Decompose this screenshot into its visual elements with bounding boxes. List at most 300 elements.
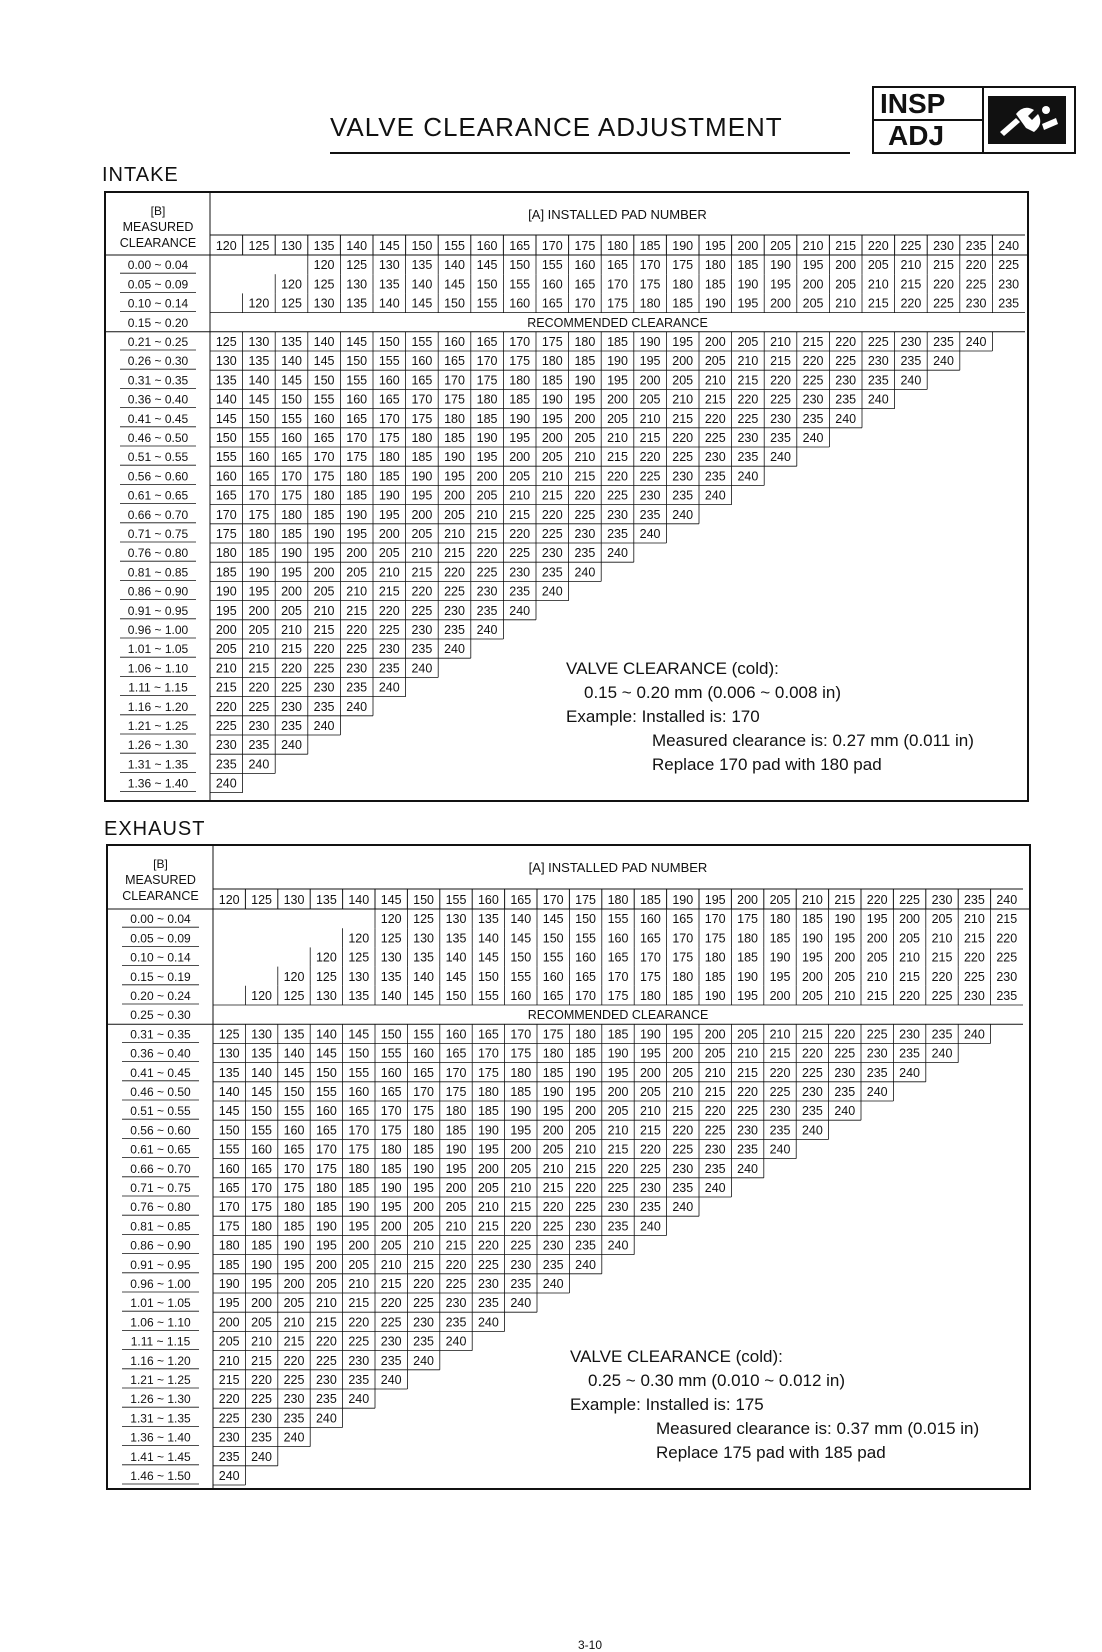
replacement-pad-cell: 160 — [639, 912, 661, 927]
pad-number-header: 175 — [574, 239, 596, 253]
replacement-pad-cell: 180 — [348, 1161, 370, 1176]
replacement-pad-cell: 210 — [251, 1334, 273, 1349]
replacement-pad-cell: 215 — [867, 296, 889, 311]
replacement-pad-cell: 135 — [378, 277, 400, 292]
replacement-pad-cell: 220 — [769, 1065, 791, 1080]
replacement-pad-cell: 160 — [444, 335, 465, 349]
replacement-pad-cell: 135 — [413, 950, 435, 965]
replacement-pad-cell: 215 — [639, 1123, 661, 1138]
replacement-pad-cell: 195 — [737, 296, 759, 311]
replacement-pad-cell: 235 — [770, 431, 791, 445]
replacement-pad-cell: 240 — [672, 1200, 694, 1215]
replacement-pad-cell: 185 — [346, 488, 368, 503]
replacement-pad-cell: 120 — [313, 258, 335, 273]
replacement-pad-cell: 125 — [413, 912, 435, 927]
replacement-pad-cell: 210 — [899, 950, 921, 965]
replacement-pad-cell: 205 — [834, 969, 856, 984]
replacement-pad-cell: 155 — [281, 411, 302, 426]
replacement-pad-cell: 225 — [965, 277, 987, 292]
replacement-pad-cell: 195 — [380, 1200, 402, 1215]
replacement-pad-cell: 165 — [542, 989, 564, 1003]
replacement-pad-cell: 125 — [218, 1027, 240, 1042]
replacement-pad-cell: 230 — [444, 603, 465, 618]
replacement-pad-cell: 200 — [510, 1142, 532, 1157]
clearance-range-label: 0.61 ~ 0.65 — [127, 488, 189, 503]
replacement-pad-cell: 185 — [672, 296, 694, 311]
replacement-pad-cell: 185 — [215, 565, 237, 580]
replacement-pad-cell: 170 — [218, 1200, 240, 1215]
replacement-pad-cell: 160 — [348, 1085, 370, 1099]
replacement-pad-cell: 230 — [866, 1046, 888, 1061]
replacement-pad-cell: 240 — [672, 507, 694, 522]
replacement-pad-cell: 240 — [378, 680, 400, 695]
pad-number-header: 215 — [835, 239, 857, 253]
pad-number-header: 185 — [639, 239, 661, 253]
replacement-pad-cell: 230 — [283, 1392, 305, 1407]
replacement-pad-cell: 205 — [835, 277, 857, 292]
replacement-pad-cell: 230 — [834, 1065, 856, 1080]
replacement-pad-cell: 220 — [251, 1373, 273, 1387]
replacement-pad-cell: 185 — [737, 950, 759, 965]
replacement-pad-cell: 230 — [899, 1027, 921, 1042]
replacement-pad-cell: 230 — [380, 1334, 402, 1349]
replacement-pad-cell: 230 — [998, 277, 1020, 292]
pad-number-header: 225 — [900, 239, 922, 253]
replacement-pad-cell: 155 — [283, 1104, 305, 1119]
replacement-pad-cell: 180 — [704, 950, 726, 965]
replacement-pad-cell: 205 — [866, 950, 888, 965]
replacement-pad-cell: 235 — [933, 335, 954, 349]
replacement-pad-cell: 225 — [542, 1219, 564, 1234]
pad-number-header: 170 — [541, 239, 563, 253]
replacement-pad-cell: 210 — [866, 969, 888, 984]
replacement-pad-cell: 240 — [509, 603, 531, 618]
replacement-pad-cell: 205 — [672, 373, 694, 388]
replacement-pad-cell: 230 — [607, 507, 628, 522]
replacement-pad-cell: 225 — [575, 1200, 597, 1215]
replacement-pad-cell: 170 — [639, 950, 661, 965]
replacement-pad-cell: 215 — [510, 1200, 532, 1215]
replacement-pad-cell: 200 — [802, 277, 824, 292]
replacement-pad-cell: 225 — [866, 1027, 888, 1042]
replacement-pad-cell: 200 — [574, 411, 596, 426]
replacement-pad-cell: 160 — [510, 989, 532, 1003]
replacement-pad-cell: 180 — [575, 1027, 597, 1042]
replacement-pad-cell: 165 — [218, 1181, 240, 1195]
replacement-pad-cell: 140 — [215, 392, 237, 407]
replacement-pad-cell: 215 — [380, 1277, 402, 1291]
replacement-pad-cell: 140 — [510, 912, 532, 927]
replacement-pad-cell: 150 — [346, 354, 368, 369]
replacement-pad-cell: 200 — [218, 1315, 240, 1330]
replacement-pad-cell: 220 — [737, 392, 759, 407]
replacement-pad-cell: 195 — [251, 1277, 273, 1291]
replacement-pad-cell: 175 — [672, 950, 694, 965]
replacement-pad-cell: 165 — [476, 335, 498, 349]
replacement-pad-cell: 145 — [283, 1065, 305, 1080]
replacement-pad-cell: 195 — [737, 989, 759, 1003]
replacement-pad-cell: 150 — [348, 1046, 370, 1061]
replacement-pad-cell: 205 — [802, 296, 824, 311]
replacement-pad-cell: 175 — [444, 392, 465, 407]
pad-number-header: 165 — [509, 239, 531, 253]
replacement-pad-cell: 230 — [770, 411, 791, 426]
replacement-pad-cell: 135 — [281, 335, 302, 349]
replacement-pad-cell: 240 — [965, 335, 987, 349]
replacement-pad-cell: 240 — [281, 738, 302, 753]
intake-note-measured: Measured clearance is: 0.27 mm (0.011 in) — [652, 731, 974, 750]
pad-number-header: 195 — [704, 893, 726, 907]
replacement-pad-cell: 195 — [444, 469, 465, 484]
replacement-pad-cell: 240 — [899, 1065, 921, 1080]
replacement-pad-cell: 180 — [251, 1219, 273, 1234]
replacement-pad-cell: 185 — [380, 1161, 402, 1176]
replacement-pad-cell: 190 — [639, 1027, 661, 1042]
replacement-pad-cell: 160 — [215, 469, 237, 484]
replacement-pad-cell: 205 — [672, 1065, 694, 1080]
replacement-pad-cell: 140 — [251, 1065, 273, 1080]
replacement-pad-cell: 175 — [607, 296, 628, 311]
replacement-pad-cell: 185 — [704, 969, 726, 984]
replacement-pad-cell: 185 — [672, 989, 694, 1003]
replacement-pad-cell: 220 — [802, 354, 824, 369]
replacement-pad-cell: 170 — [445, 1065, 467, 1080]
replacement-pad-cell: 200 — [607, 392, 628, 407]
replacement-pad-cell: 235 — [996, 989, 1018, 1003]
replacement-pad-cell: 220 — [215, 699, 237, 714]
replacement-pad-cell: 210 — [541, 469, 563, 484]
pad-number-header: 130 — [281, 239, 302, 253]
replacement-pad-cell: 145 — [346, 335, 368, 349]
replacement-pad-cell: 225 — [639, 469, 661, 484]
replacement-pad-cell: 120 — [281, 277, 302, 292]
replacement-pad-cell: 210 — [607, 1123, 629, 1138]
replacement-pad-cell: 155 — [313, 392, 335, 407]
pad-number-header: 240 — [998, 239, 1020, 253]
replacement-pad-cell: 230 — [510, 1257, 532, 1272]
replacement-pad-cell: 200 — [672, 354, 694, 369]
replacement-pad-cell: 185 — [445, 1123, 467, 1138]
replacement-pad-cell: 175 — [639, 277, 661, 292]
replacement-pad-cell: 210 — [574, 450, 596, 465]
replacement-pad-cell: 205 — [639, 1085, 661, 1099]
clearance-header: CLEARANCE — [119, 236, 197, 250]
replacement-pad-cell: 155 — [476, 296, 498, 311]
replacement-pad-cell: 185 — [574, 354, 596, 369]
replacement-pad-cell: 225 — [346, 642, 368, 657]
clearance-range-label: 1.31 ~ 1.35 — [127, 757, 189, 772]
replacement-pad-cell: 145 — [315, 1046, 337, 1061]
replacement-pad-cell: 200 — [283, 1277, 305, 1291]
replacement-pad-cell: 165 — [445, 1046, 467, 1061]
replacement-pad-cell: 175 — [380, 1123, 402, 1138]
replacement-pad-cell: 180 — [476, 392, 498, 407]
replacement-pad-cell: 230 — [348, 1353, 370, 1368]
replacement-pad-cell: 240 — [639, 527, 661, 541]
replacement-pad-cell: 155 — [251, 1123, 273, 1138]
replacement-pad-cell: 190 — [313, 527, 335, 541]
replacement-pad-cell: 145 — [218, 1104, 240, 1119]
replacement-pad-cell: 225 — [672, 1142, 694, 1157]
replacement-pad-cell: 155 — [509, 277, 531, 292]
replacement-pad-cell: 220 — [444, 565, 465, 580]
replacement-pad-cell: 195 — [639, 1046, 661, 1061]
replacement-pad-cell: 205 — [283, 1296, 305, 1311]
replacement-pad-cell: 195 — [509, 431, 531, 445]
replacement-pad-cell: 235 — [899, 1046, 921, 1061]
replacement-pad-cell: 240 — [411, 661, 433, 676]
replacement-pad-cell: 240 — [835, 411, 857, 426]
replacement-pad-cell: 210 — [346, 584, 368, 599]
replacement-pad-cell: 155 — [218, 1142, 240, 1157]
replacement-pad-cell: 200 — [281, 584, 302, 599]
replacement-pad-cell: 205 — [380, 1238, 402, 1253]
replacement-pad-cell: 240 — [737, 469, 759, 484]
replacement-pad-cell: 135 — [346, 296, 368, 311]
replacement-pad-cell: 210 — [672, 392, 694, 407]
replacement-pad-cell: 205 — [248, 623, 270, 637]
replacement-pad-cell: 175 — [411, 411, 433, 426]
replacement-pad-cell: 140 — [477, 931, 499, 946]
replacement-pad-cell: 195 — [769, 969, 791, 984]
replacement-pad-cell: 240 — [218, 1469, 240, 1483]
replacement-pad-cell: 210 — [413, 1238, 435, 1253]
pad-number-header: 140 — [348, 893, 370, 907]
replacement-pad-cell: 130 — [251, 1027, 273, 1042]
replacement-pad-cell: 225 — [218, 1411, 240, 1426]
replacement-pad-cell: 235 — [315, 1392, 337, 1407]
replacement-pad-cell: 190 — [283, 1238, 305, 1253]
replacement-pad-cell: 140 — [248, 373, 270, 388]
replacement-pad-cell: 170 — [672, 931, 694, 946]
replacement-pad-cell: 170 — [477, 1046, 499, 1061]
replacement-pad-cell: 225 — [867, 335, 889, 349]
pad-number-header: 210 — [802, 239, 824, 253]
replacement-pad-cell: 240 — [867, 392, 889, 407]
replacement-pad-cell: 140 — [283, 1046, 305, 1061]
replacement-pad-cell: 230 — [737, 1123, 759, 1138]
replacement-pad-cell: 235 — [380, 1353, 402, 1368]
replacement-pad-cell: 240 — [704, 488, 726, 503]
replacement-pad-cell: 165 — [672, 912, 694, 927]
replacement-pad-cell: 220 — [672, 1123, 694, 1138]
measured-header: MEASURED — [122, 220, 194, 234]
replacement-pad-cell: 165 — [411, 373, 433, 388]
pad-number-header: 210 — [801, 893, 823, 907]
replacement-pad-cell: 160 — [413, 1046, 435, 1061]
replacement-pad-cell: 160 — [575, 950, 597, 965]
replacement-pad-cell: 220 — [607, 469, 628, 484]
clearance-range-label: 1.41 ~ 1.45 — [130, 1449, 191, 1464]
replacement-pad-cell: 235 — [672, 488, 694, 503]
replacement-pad-cell: 175 — [413, 1104, 435, 1119]
replacement-pad-cell: 190 — [281, 546, 302, 561]
pad-number-header: 160 — [476, 239, 498, 253]
replacement-pad-cell: 210 — [444, 527, 465, 541]
replacement-pad-cell: 215 — [411, 565, 433, 580]
replacement-pad-cell: 190 — [444, 450, 465, 465]
clearance-range-label: 1.11 ~ 1.15 — [130, 1334, 191, 1349]
replacement-pad-cell: 220 — [933, 277, 954, 292]
replacement-pad-cell: 210 — [639, 411, 661, 426]
replacement-pad-cell: 240 — [802, 431, 824, 445]
replacement-pad-cell: 210 — [378, 565, 400, 580]
replacement-pad-cell: 240 — [575, 1257, 597, 1272]
replacement-pad-cell: 215 — [445, 1238, 467, 1253]
replacement-pad-cell: 235 — [834, 1085, 856, 1099]
replacement-pad-cell: 180 — [411, 431, 433, 445]
replacement-pad-cell: 155 — [607, 912, 629, 927]
replacement-pad-cell: 155 — [348, 1065, 370, 1080]
replacement-pad-cell: 230 — [963, 989, 985, 1003]
replacement-pad-cell: 125 — [380, 931, 402, 946]
pad-number-header: 155 — [445, 893, 467, 907]
clearance-range-label: 0.05 ~ 0.09 — [130, 931, 191, 946]
replacement-pad-cell: 215 — [215, 680, 237, 695]
title-underline — [330, 152, 850, 154]
replacement-pad-cell: 195 — [283, 1257, 305, 1272]
replacement-pad-cell: 195 — [348, 1219, 370, 1234]
clearance-range-label: 0.91 ~ 0.95 — [130, 1257, 191, 1272]
replacement-pad-cell: 205 — [931, 912, 953, 927]
pad-number-header: 125 — [251, 893, 273, 907]
replacement-pad-cell: 215 — [704, 392, 726, 407]
replacement-pad-cell: 195 — [346, 527, 368, 541]
replacement-pad-cell: 205 — [801, 989, 823, 1003]
replacement-pad-cell: 180 — [346, 469, 368, 484]
replacement-pad-cell: 155 — [541, 258, 563, 273]
clearance-range-label: 1.31 ~ 1.35 — [130, 1411, 191, 1426]
replacement-pad-cell: 200 — [639, 1065, 661, 1080]
replacement-pad-cell: 155 — [542, 950, 564, 965]
replacement-pad-cell: 175 — [509, 354, 531, 369]
replacement-pad-cell: 215 — [283, 1334, 305, 1349]
replacement-pad-cell: 205 — [509, 469, 531, 484]
replacement-pad-cell: 205 — [737, 1027, 759, 1042]
replacement-pad-cell: 200 — [769, 989, 791, 1003]
replacement-pad-cell: 175 — [348, 1142, 370, 1157]
replacement-pad-cell: 165 — [607, 258, 628, 273]
replacement-pad-cell: 185 — [413, 1142, 435, 1157]
replacement-pad-cell: 165 — [444, 354, 465, 369]
replacement-pad-cell: 225 — [348, 1334, 370, 1349]
replacement-pad-cell: 190 — [574, 373, 596, 388]
replacement-pad-cell: 200 — [413, 1200, 435, 1215]
replacement-pad-cell: 225 — [834, 1046, 856, 1061]
replacement-pad-cell: 170 — [215, 507, 237, 522]
replacement-pad-cell: 220 — [801, 1046, 823, 1061]
recommended-clearance-label: RECOMMENDED CLEARANCE — [527, 1008, 709, 1023]
replacement-pad-cell: 215 — [251, 1353, 273, 1368]
replacement-pad-cell: 185 — [313, 507, 335, 522]
replacement-pad-cell: 175 — [737, 912, 759, 927]
replacement-pad-cell: 190 — [315, 1219, 337, 1234]
replacement-pad-cell: 170 — [413, 1085, 435, 1099]
replacement-pad-cell: 240 — [215, 776, 237, 791]
replacement-pad-cell: 175 — [639, 969, 661, 984]
replacement-pad-cell: 180 — [413, 1123, 435, 1138]
replacement-pad-cell: 165 — [380, 1085, 402, 1099]
replacement-pad-cell: 210 — [348, 1277, 370, 1291]
replacement-pad-cell: 200 — [704, 335, 726, 349]
replacement-pad-cell: 215 — [313, 623, 335, 637]
replacement-pad-cell: 230 — [801, 1085, 823, 1099]
replacement-pad-cell: 220 — [445, 1257, 467, 1272]
replacement-pad-cell: 150 — [445, 989, 467, 1003]
replacement-pad-cell: 220 — [477, 1238, 499, 1253]
replacement-pad-cell: 150 — [315, 1065, 337, 1080]
replacement-pad-cell: 155 — [575, 931, 597, 946]
exhaust-note-example: Example: Installed is: 175 — [570, 1395, 764, 1414]
replacement-pad-cell: 150 — [283, 1085, 305, 1099]
pad-number-header: 135 — [315, 893, 337, 907]
pad-number-header: 140 — [346, 239, 368, 253]
replacement-pad-cell: 155 — [378, 354, 400, 369]
replacement-pad-cell: 195 — [378, 507, 400, 522]
replacement-pad-cell: 230 — [313, 680, 335, 695]
clearance-range-label: 1.36 ~ 1.40 — [130, 1430, 191, 1445]
replacement-pad-cell: 135 — [348, 989, 370, 1003]
replacement-pad-cell: 220 — [639, 450, 661, 465]
replacement-pad-cell: 185 — [510, 1085, 532, 1099]
replacement-pad-cell: 130 — [218, 1046, 240, 1061]
replacement-pad-cell: 210 — [248, 642, 270, 657]
replacement-pad-cell: 170 — [248, 488, 270, 503]
replacement-pad-cell: 155 — [477, 989, 499, 1003]
replacement-pad-cell: 230 — [215, 738, 237, 753]
clearance-range-label: 0.96 ~ 1.00 — [130, 1277, 191, 1291]
replacement-pad-cell: 175 — [607, 989, 629, 1003]
replacement-pad-cell: 200 — [215, 623, 237, 637]
replacement-pad-cell: 205 — [251, 1315, 273, 1330]
clearance-range-label: 0.71 ~ 0.75 — [127, 527, 189, 541]
replacement-pad-cell: 190 — [510, 1104, 532, 1119]
clearance-range-label: 0.05 ~ 0.09 — [127, 277, 189, 292]
replacement-pad-cell: 205 — [737, 335, 759, 349]
replacement-pad-cell: 170 — [574, 296, 596, 311]
replacement-pad-cell: 190 — [801, 931, 823, 946]
replacement-pad-cell: 160 — [542, 969, 564, 984]
replacement-pad-cell: 200 — [380, 1219, 402, 1234]
replacement-pad-cell: 175 — [346, 450, 368, 465]
replacement-pad-cell: 195 — [801, 950, 823, 965]
replacement-pad-cell: 235 — [215, 757, 237, 772]
measured-header: MEASURED — [125, 873, 196, 887]
replacement-pad-cell: 205 — [867, 258, 889, 273]
replacement-pad-cell: 130 — [315, 989, 337, 1003]
replacement-pad-cell: 195 — [541, 411, 563, 426]
installed-pad-number-header: [A] INSTALLED PAD NUMBER — [528, 207, 707, 222]
pad-number-header: 120 — [215, 239, 237, 253]
replacement-pad-cell: 185 — [251, 1238, 273, 1253]
replacement-pad-cell: 220 — [248, 680, 270, 695]
replacement-pad-cell: 235 — [378, 661, 400, 676]
replacement-pad-cell: 205 — [704, 1046, 726, 1061]
clearance-range-label: 0.76 ~ 0.80 — [127, 546, 189, 561]
replacement-pad-cell: 225 — [313, 661, 335, 676]
intake-note-range: 0.15 ~ 0.20 mm (0.006 ~ 0.008 in) — [584, 683, 842, 702]
replacement-pad-cell: 145 — [281, 373, 302, 388]
replacement-pad-cell: 210 — [769, 1027, 791, 1042]
replacement-pad-cell: 150 — [281, 392, 302, 407]
intake-note-replace: Replace 170 pad with 180 pad — [652, 755, 882, 774]
replacement-pad-cell: 145 — [476, 258, 498, 273]
replacement-pad-cell: 230 — [476, 584, 498, 599]
replacement-pad-cell: 210 — [704, 1065, 726, 1080]
replacement-pad-cell: 195 — [248, 584, 270, 599]
replacement-pad-cell: 225 — [639, 1161, 661, 1176]
replacement-pad-cell: 175 — [378, 431, 400, 445]
